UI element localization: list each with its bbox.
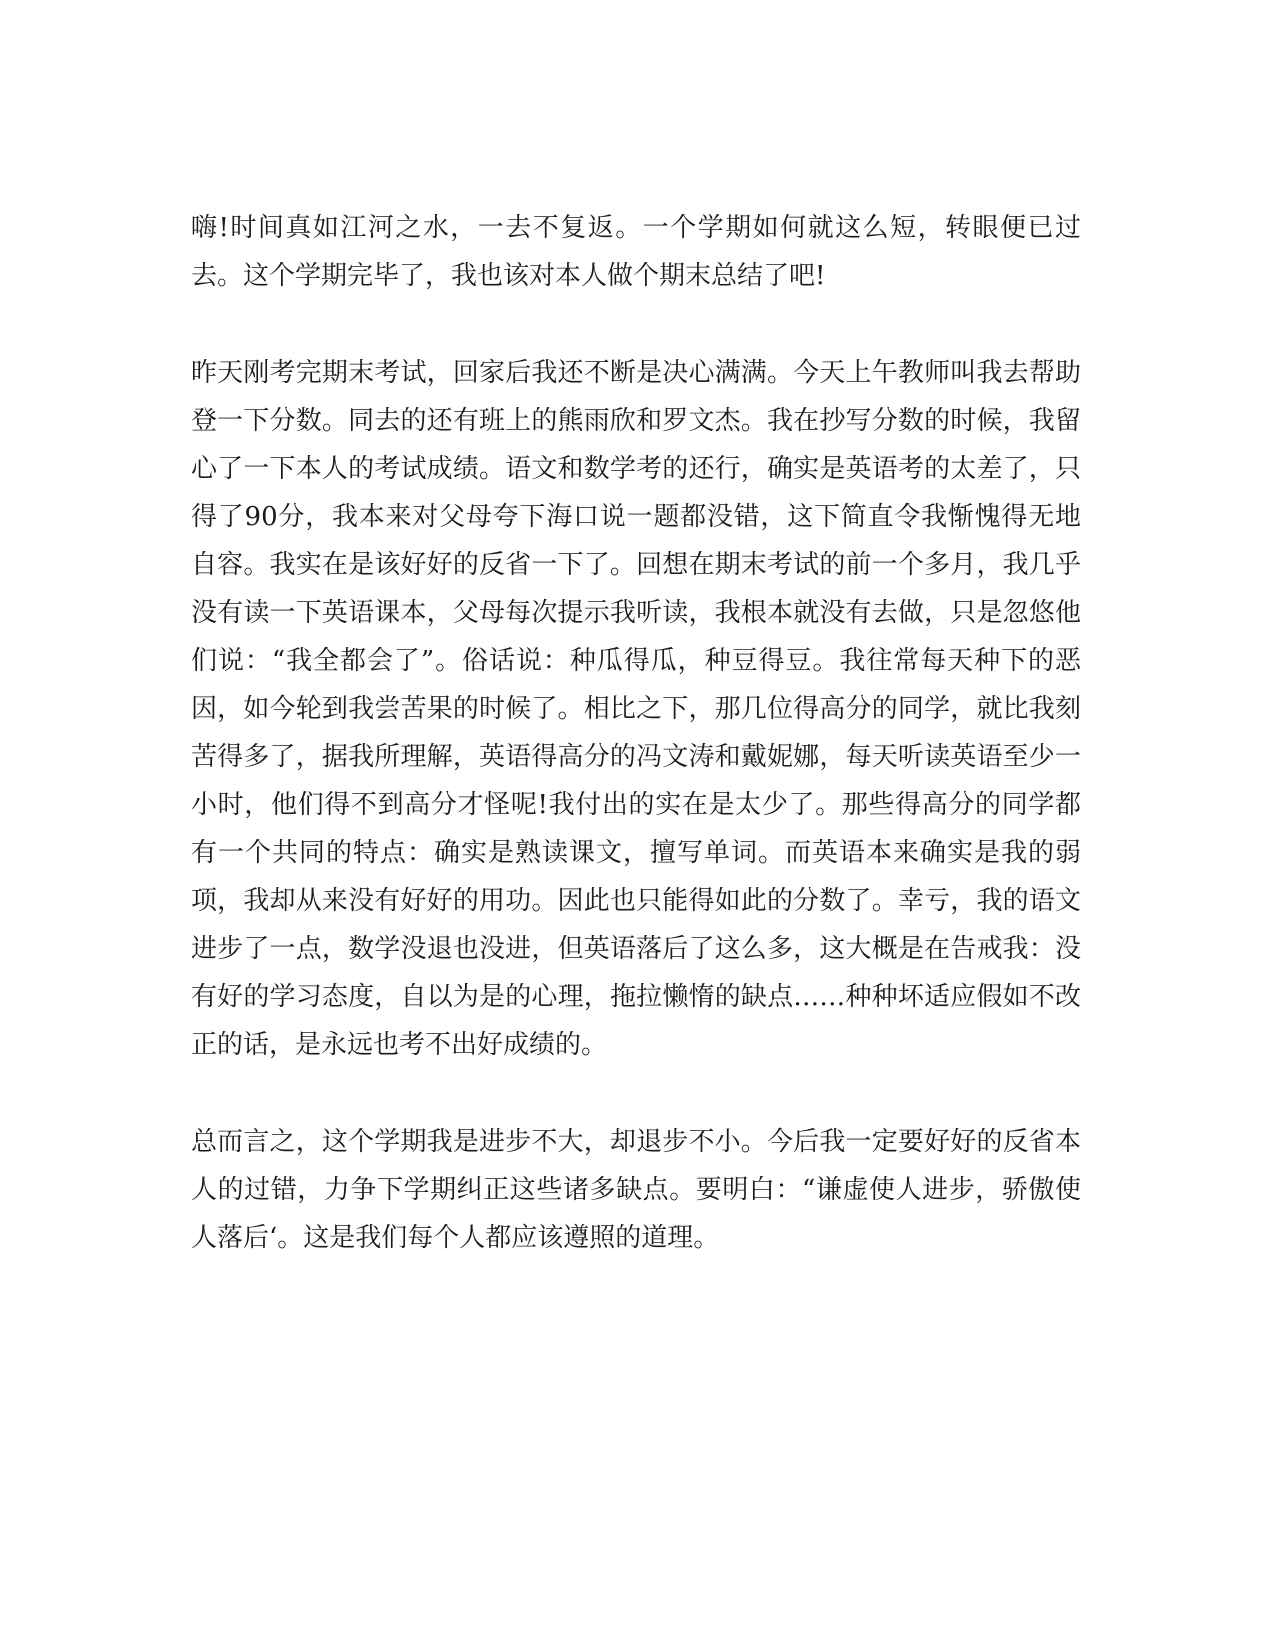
paragraph-intro: 嗨!时间真如江河之水，一去不复返。一个学期如何就这么短，转眼便已过去。这个学期完毕了，我也该对本人做个期末总结了吧! xyxy=(191,213,1081,291)
paragraph-conclusion: 总而言之，这个学期我是进步不大，却退步不小。今后我一定要好好的反省本人的过错，力争下学期纠正这些诸多缺点。要明白：“谦虚使人进步，骄傲使人落后‘。这是我们每个人都应该遵照的道理。 xyxy=(191,1127,1081,1253)
paragraph-exam-reflection: 昨天刚考完期末考试，回家后我还不断是决心满满。今天上午教师叫我去帮助登一下分数。同去的还有班上的熊雨欣和罗文杰。我在抄写分数的时候，我留心了一下本人的考试成绩。语文和数学考的还行，确实是英语考的太差了，只得了90分，我本来对父母夸下海口说一题都没错，这下简直令我惭愧得无地自容。我实在是该好好的反省一下了。回想在期末考试的前一个多月，我几乎没有读一下英语课本，父母每次提示我听读，我根本就没有去做，只是忽悠他们说：“我全都会了”。俗话说：种瓜得瓜，种豆得豆。我往常每天种下的恶因，如今轮到我尝苦果的时候了。相比之下，那几位得高分的同学，就比我刻苦得多了，据我所理解，英语得高分的冯文涛和戴妮娜，每天听读英语至少一小时，他们得不到高分才怪呢!我付出的实在是太少了。那些得高分的同学都有一个共同的特点：确实是熟读课文，擅写单词。而英语本来确实是我的弱项，我却从来没有好好的用功。因此也只能得如此的分数了。幸亏，我的语文进步了一点，数学没退也没进，但英语落后了这么多，这大概是在告戒我：没有好的学习态度，自以为是的心理，拖拉懒惰的缺点……种种坏适应假如不改正的话，是永远也考不出好成绩的。 xyxy=(191,358,1081,1060)
document-body xyxy=(191,204,1081,1262)
